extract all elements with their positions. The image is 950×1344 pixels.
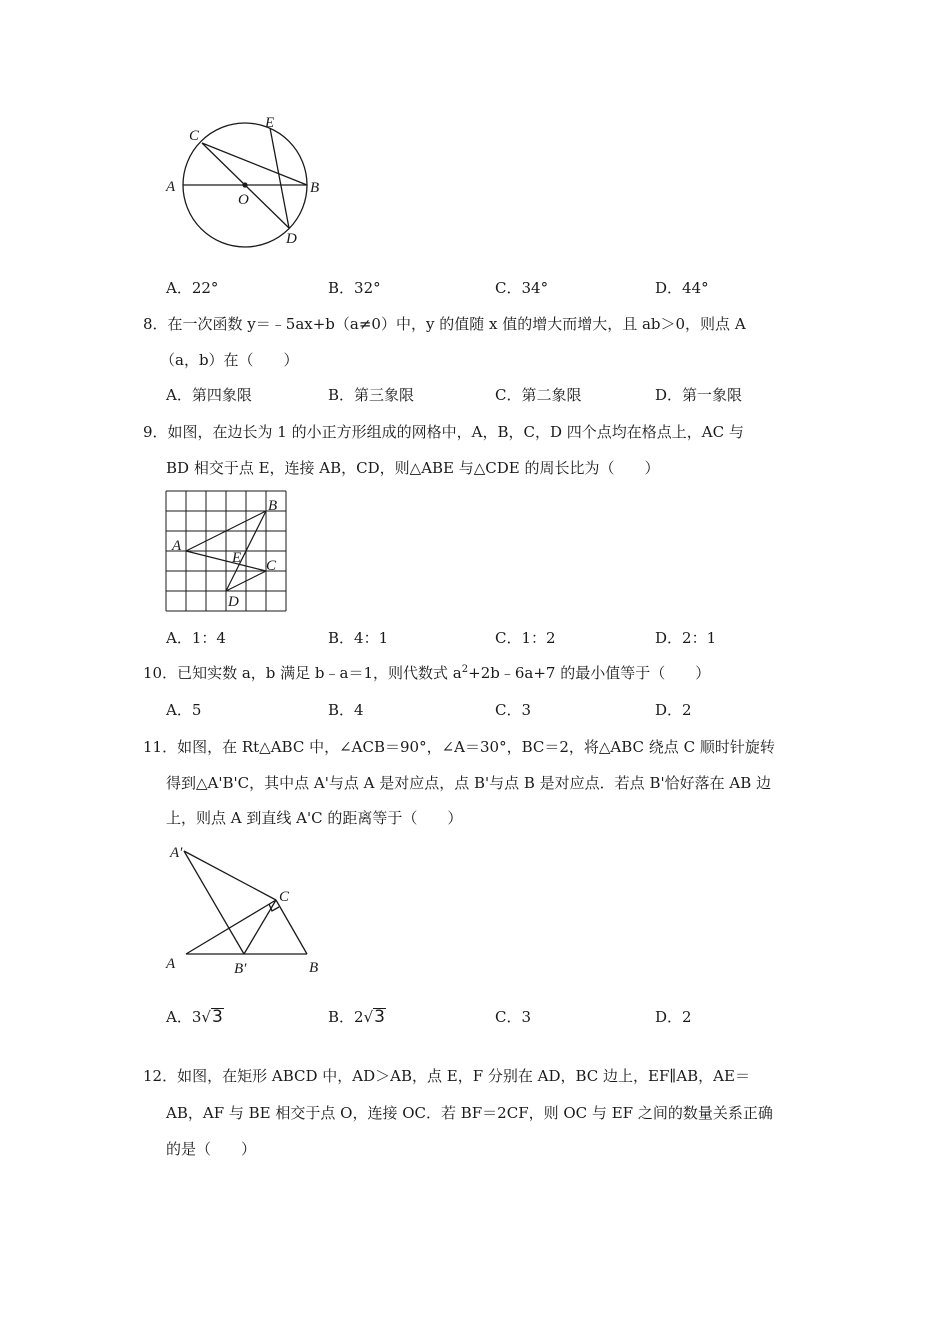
q11-option-d[interactable] [655, 1007, 692, 1027]
q11-option-c-prefix: C． [495, 1008, 522, 1026]
segment-cb [276, 900, 307, 954]
q10-stem-pre: 10．已知实数 a，b 满足 b﹣a＝1，则代数式 a [143, 664, 462, 682]
q9-option-d[interactable]: D．2：1 [655, 629, 717, 647]
label-c: C [189, 128, 200, 144]
q12-stem-line3: 的是（ ） [166, 1140, 257, 1158]
q11-option-c[interactable] [495, 1007, 531, 1027]
q8-option-d[interactable]: D．第一象限 [655, 386, 743, 404]
label-b: B [309, 960, 319, 976]
q9-option-b[interactable]: B．4：1 [328, 629, 389, 647]
q9-stem-line2: BD 相交于点 E，连接 AB，CD，则△ABE 与△CDE 的周长比为（ ） [166, 459, 660, 477]
q9-option-c[interactable]: C．1：2 [495, 629, 556, 647]
q8-stem-line2: （a，b）在（ ） [160, 351, 299, 369]
q11-option-a-coef: 3 [191, 1008, 202, 1026]
q10-option-c[interactable]: C．3 [495, 701, 532, 719]
label-a: A [166, 179, 176, 195]
q8-stem-line1: 8．在一次函数 y＝﹣5ax+b（a≠0）中，y 的值随 x 值的增大而增大，且 ab＞0，则点 A [143, 315, 746, 333]
q11-option-a-prefix: A． [166, 1008, 192, 1026]
q9-option-a[interactable]: A．1：4 [166, 629, 226, 647]
label-e: E [265, 115, 275, 131]
q11-stem-line2: 得到△A'B'C，其中点 A'与点 A 是对应点，点 B'与点 B 是对应点．若点 B'恰好落在 AB 边 [166, 774, 771, 792]
q8-option-b[interactable]: B．第三象限 [328, 386, 415, 404]
label-d: D [286, 231, 297, 247]
label-b: B [268, 498, 278, 514]
label-c: C [266, 558, 277, 574]
q11-option-b-coef: 2 [354, 1008, 364, 1026]
label-b-prime: B′ [234, 961, 247, 977]
q11-option-d-value: 2 [682, 1008, 692, 1026]
q9-stem-line1: 9．如图，在边长为 1 的小正方形组成的网格中，A，B，C，D 四个点均在格点上，AC 与 [143, 423, 744, 441]
q11-stem-line3: 上，则点 A 到直线 A'C 的距离等于（ ） [166, 809, 463, 827]
label-a: A [172, 538, 182, 554]
q7-option-d[interactable]: D．44° [655, 279, 709, 297]
label-b: B [310, 180, 320, 196]
q11-stem-line1: 11．如图，在 Rt△ABC 中，∠ACB＝90°，∠A＝30°，BC＝2，将△ABC 绕点 C 顺时针旋转 [143, 738, 775, 756]
sqrt-icon: √ [201, 1008, 211, 1026]
q7-option-b[interactable]: B．32° [328, 279, 381, 297]
label-a: A [166, 956, 176, 972]
label-d: D [228, 594, 239, 610]
q11-option-a-radicand: 3 [211, 1007, 223, 1027]
label-c: C [279, 889, 290, 905]
label-a-prime: A′ [170, 845, 183, 861]
q10-option-a[interactable]: A．5 [166, 701, 202, 719]
q10-option-b[interactable]: B．4 [328, 701, 364, 719]
q11-option-c-value: 3 [521, 1008, 532, 1026]
q10-stem-post: +2b﹣6a+7 的最小值等于（ ） [468, 664, 711, 682]
q8-option-c[interactable]: C．第二象限 [495, 386, 582, 404]
sqrt-icon: √ [363, 1008, 374, 1026]
q11-option-d-prefix: D． [655, 1008, 683, 1026]
q11-option-a[interactable] [166, 1007, 224, 1027]
q7-option-c[interactable]: C．34° [495, 279, 549, 297]
q10-exponent: 2 [461, 664, 469, 675]
label-e: E [232, 550, 242, 566]
segment-ac [186, 900, 276, 954]
q11-option-b[interactable] [328, 1007, 386, 1027]
q12-stem-line2: AB，AF 与 BE 相交于点 O，连接 OC．若 BF＝2CF，则 OC 与 EF 之间的数量关系正确 [166, 1104, 773, 1122]
q11-option-b-radicand: 3 [374, 1007, 385, 1027]
q8-option-a[interactable]: A．第四象限 [166, 386, 252, 404]
q12-stem-line1: 12．如图，在矩形 ABCD 中，AD＞AB，点 E，F 分别在 AD，BC 边上，EF∥AB，AE＝ [143, 1067, 750, 1085]
q10-option-d[interactable]: D．2 [655, 701, 692, 719]
q11-option-b-prefix: B． [328, 1008, 355, 1026]
q7-option-a[interactable]: A．22° [166, 279, 219, 297]
label-o: O [238, 192, 249, 208]
